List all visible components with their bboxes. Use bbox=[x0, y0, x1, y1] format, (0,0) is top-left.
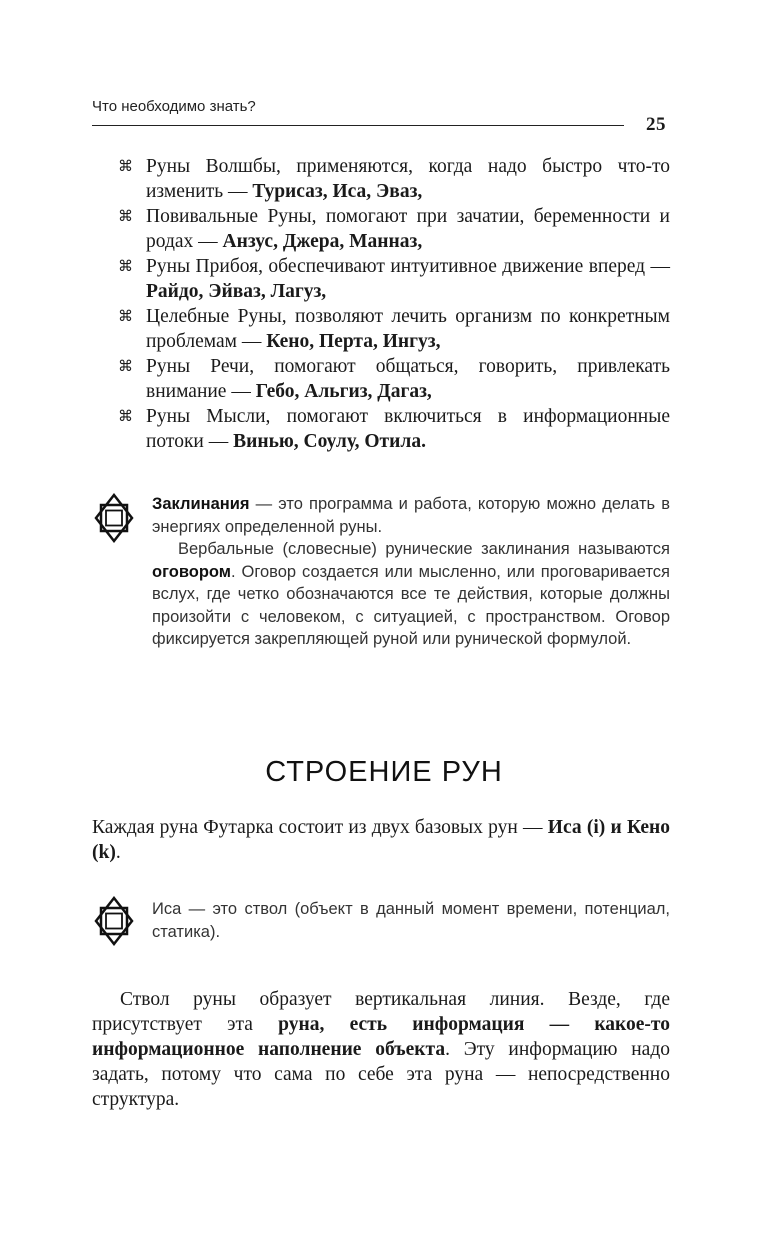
list-item: ⌘ Руны Волшбы, применяются, когда надо быстро что-то изменить — Турисаз, Иса, Эваз, bbox=[118, 156, 670, 202]
intro-paragraph: Каждая руна Футарка состоит из двух базовых рун — Иса (i) и Кено (k). bbox=[92, 817, 670, 863]
list-item: ⌘ Целебные Руны, позволяют лечить организм по конкретным проблемам — Кено, Перта, Ингуз, bbox=[118, 306, 670, 352]
list-item: ⌘ Руны Прибоя, обеспечивают интуитивное движение вперед — Райдо, Эйваз, Лагуз, bbox=[118, 256, 670, 302]
rune-groups-list bbox=[118, 154, 670, 454]
note-spells bbox=[92, 493, 670, 683]
header-rule bbox=[92, 125, 624, 126]
note-spells-text: Заклинания — это программа и работа, которую можно делать в энергиях определенной руны. Вербальные (словесные) рунические заклинания называются оговором. Оговор создается или мысленно, или проговаривается вслух, где четко обозначаются все те действия, которые должны произойти с человеком, с ситуацией, с пространством. Оговор фиксируется закрепляющей руной или рунической формулой. bbox=[152, 495, 670, 648]
note-isa bbox=[92, 896, 670, 956]
list-item: ⌘ Руны Мысли, помогают включиться в информационные потоки — Винью, Соулу, Отила. bbox=[118, 406, 670, 452]
section-heading: СТРОЕНИЕ РУН bbox=[265, 756, 503, 788]
rune-star-icon bbox=[92, 896, 136, 946]
place-of-interest-icon: ⌘ bbox=[118, 157, 133, 175]
list-item: ⌘ Повивальные Руны, помогают при зачатии, беременности и родах — Анзус, Джера, Манназ, bbox=[118, 206, 670, 252]
running-head: Что необходимо знать? bbox=[92, 98, 256, 115]
place-of-interest-icon: ⌘ bbox=[118, 407, 133, 425]
place-of-interest-icon: ⌘ bbox=[118, 207, 133, 225]
place-of-interest-icon: ⌘ bbox=[118, 357, 133, 375]
term-charm: оговором bbox=[152, 562, 231, 581]
place-of-interest-icon: ⌘ bbox=[118, 257, 133, 275]
page-number: 25 bbox=[646, 114, 666, 135]
list-item: ⌘ Руны Речи, помогают общаться, говорить, привлекать внимание — Гебо, Альгиз, Дагаз, bbox=[118, 356, 670, 402]
note-isa-text: Иса — это ствол (объект в данный момент времени, потенциал, статика). bbox=[152, 900, 670, 941]
term-spells: Заклинания bbox=[152, 495, 250, 513]
rune-star-icon bbox=[92, 493, 136, 543]
body-paragraph: Ствол руны образует вертикальная линия. Везде, где присутствует эта руна, есть информация — какое-то информационное наполнение объекта. Эту информацию надо задать, потому что сама по себе эта руна — непосредственно структура. bbox=[92, 989, 670, 1110]
place-of-interest-icon: ⌘ bbox=[118, 307, 133, 325]
